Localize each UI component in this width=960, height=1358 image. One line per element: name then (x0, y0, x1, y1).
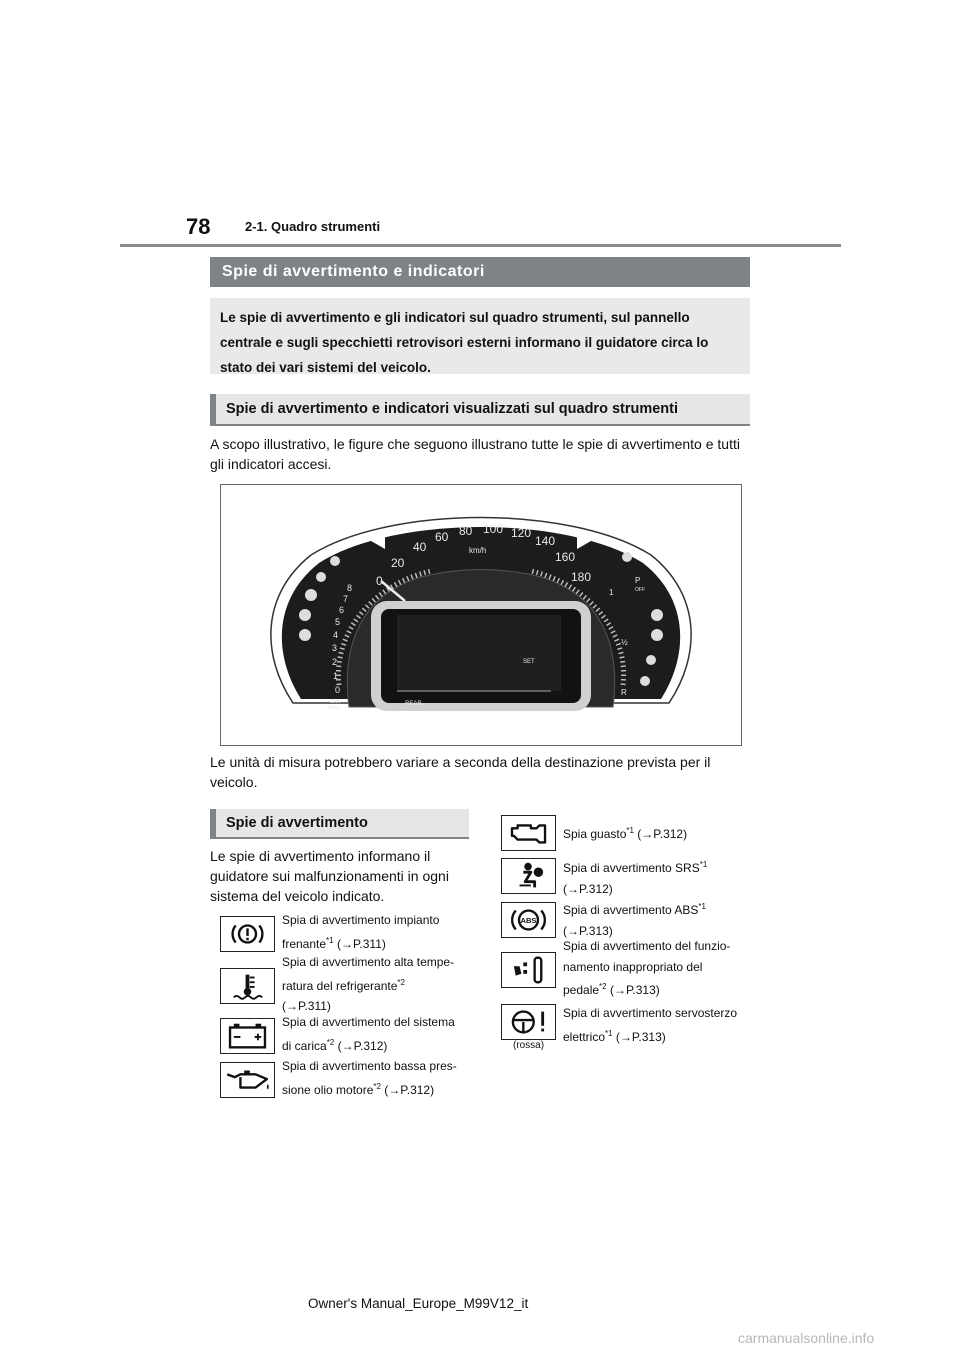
cluster-lamp-icon (651, 629, 663, 641)
cluster-lamp-icon (316, 572, 326, 582)
lamp-description: Spia di avvertimento alta tempe- ratura del refrigerante$^{*2}$ (→P.311) (282, 955, 455, 1013)
coolant-temperature-icon (220, 968, 275, 1004)
lamp-caption: (rossa) (512, 1040, 545, 1051)
parking-brake-off-label: P (635, 576, 641, 585)
lamp-description: Spia di avvertimento del funzio- namento inappropriato del pedale$^{*2}$ (→P.313) (563, 939, 731, 997)
section-title: 2-1. Quadro strumenti (245, 219, 381, 234)
main-heading: Spie di avvertimento e indicatori (210, 257, 750, 287)
warning-intro: Le spie di avvertimento informano il guidatore sui malfunzionamenti in ogni sistema del veicolo indicato. (210, 848, 449, 904)
lamp-description: Spia di avvertimento del sistema di carica$^{*2}$ (→P.312) (282, 1015, 455, 1053)
rpm-tick: 3 (332, 643, 338, 653)
srs-airbag-icon (501, 858, 556, 894)
rpm-unit: ×1000 (327, 699, 342, 705)
lamp-description: Spia di avvertimento SRS$^{*1}$ (→P.312) (563, 860, 708, 896)
battery-charge-icon (220, 1018, 275, 1054)
intro-text: Le spie di avvertimento e gli indicatori sul quadro strumenti, sul pannello centrale e sugli specchietti retrovisori esterni informano il guidatore circa lo stato dei vari sistemi del veicolo. (210, 298, 750, 374)
instrument-cluster-figure (220, 484, 742, 746)
speed-tick: 60 (435, 530, 449, 544)
cluster-lamp-icon (330, 556, 340, 566)
cluster-lamp-icon (299, 629, 311, 641)
lamp-description: Spia di avvertimento servosterzo elettrico$^{*1}$ (→P.313) (563, 1006, 738, 1044)
cluster-subheading: Spie di avvertimento e indicatori visualizzati sul quadro strumenti (210, 394, 750, 426)
lamp-description: Spia di avvertimento bassa pres- sione olio motore$^{*2}$ (→P.312) (282, 1059, 457, 1097)
instrument-cluster-illustration (221, 485, 741, 745)
speed-tick: 140 (535, 534, 556, 548)
display-set: SET (523, 659, 535, 665)
cluster-lamp-icon (651, 609, 663, 621)
rpm-tick: 2 (332, 657, 338, 667)
rpm-tick: 6 (339, 605, 345, 615)
speed-tick: 80 (459, 524, 473, 538)
rpm-unit: r/min (329, 705, 341, 711)
page-number: 78 (186, 214, 211, 239)
rpm-tick: 0 (335, 685, 341, 695)
cluster-lamp-icon (299, 609, 311, 621)
speed-tick: 180 (571, 570, 592, 584)
rpm-tick: 7 (343, 594, 349, 604)
brake-warning-icon (220, 916, 275, 952)
rpm-tick: 1 (333, 671, 339, 681)
rpm-tick: 8 (347, 583, 353, 593)
header-divider (120, 244, 841, 247)
cluster-lamp-icon (646, 655, 656, 665)
speed-tick: 40 (413, 540, 427, 554)
pedal-misoperation-icon (501, 952, 556, 988)
svg-text:ABS: ABS (520, 915, 537, 925)
illustration-note: A scopo illustrativo, le figure che seguono illustrano tutte le spie di avvertimento e tutti gli indicatori accesi. (210, 436, 740, 472)
power-steering-icon (501, 1004, 556, 1040)
fuel-half-mark: ½ (621, 638, 628, 647)
warning-lights-subheading: Spie di avvertimento (210, 809, 469, 839)
display-rear: REAR (405, 701, 422, 707)
speed-tick: 100 (483, 522, 504, 536)
speed-tick: 120 (511, 526, 532, 540)
units-note: Le unità di misura potrebbero variare a seconda della destinazione prevista per il veicolo. (210, 754, 711, 790)
cluster-lamp-icon (640, 676, 650, 686)
lamp-description: Spia guasto$^{*1}$ (→P.312) (563, 826, 688, 841)
lamp-description: Spia di avvertimento ABS$^{*1}$ (→P.313) (563, 902, 706, 938)
fuel-full-mark: 1 (609, 588, 614, 597)
cluster-lamp-icon (622, 552, 632, 562)
footer-text: Owner's Manual_Europe_M99V12_it (308, 1296, 529, 1311)
fuel-r-mark: R (621, 688, 627, 697)
rpm-tick: 5 (335, 617, 341, 627)
rpm-tick: 4 (333, 630, 339, 640)
speed-tick: 160 (555, 550, 576, 564)
lamp-description: Spia di avvertimento impianto frenante$^{*1}$ (→P.311) (282, 913, 440, 951)
abs-icon (501, 902, 556, 938)
cluster-lamp-icon (305, 589, 317, 601)
watermark: carmanualsonline.info (738, 1330, 875, 1346)
off-label: OFF (635, 587, 645, 593)
speed-tick: 0 (376, 574, 383, 588)
speed-unit: km/h (469, 546, 487, 555)
check-engine-icon (501, 815, 556, 851)
oil-pressure-icon (220, 1062, 275, 1098)
speed-tick: 20 (391, 556, 405, 570)
